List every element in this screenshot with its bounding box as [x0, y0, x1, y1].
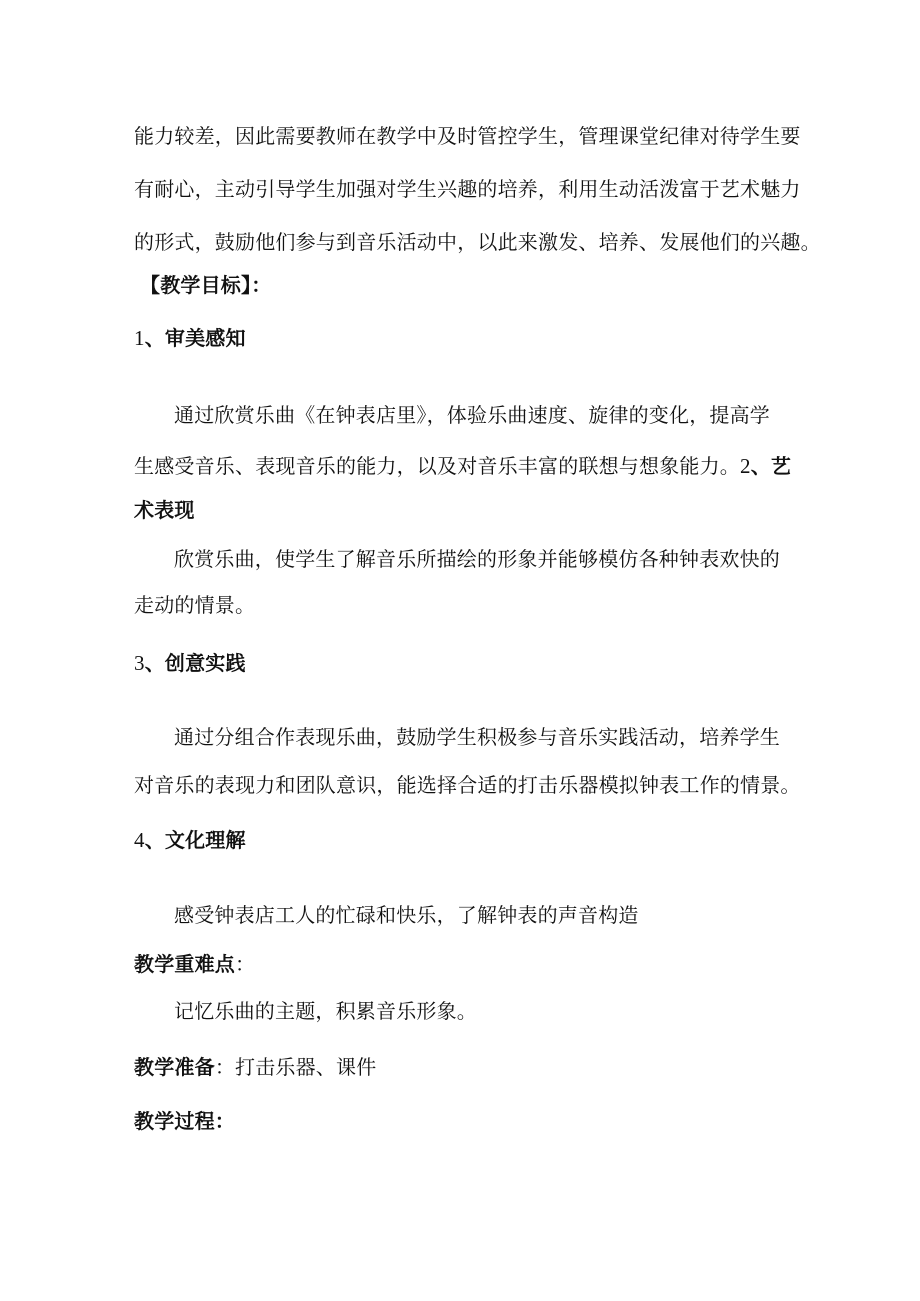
- section-1-title: 、审美感知: [144, 326, 246, 350]
- section-3-body-line-2: 对音乐的表现力和团队意识，能选择合适的打击乐器模拟钟表工作的情景。: [134, 773, 801, 797]
- key-points-body: 记忆乐曲的主题，积累音乐形象。: [174, 999, 477, 1023]
- section-4-number: 4: [134, 828, 145, 852]
- intro-line-2: 有耐心，主动引导学生加强对学生兴趣的培养，利用生动活泼富于艺术魅力: [134, 177, 801, 201]
- section-2-number: 2: [740, 454, 751, 478]
- preparation-line: [134, 1054, 376, 1080]
- section-3-body-line-1: 通过分组合作表现乐曲，鼓励学生积极参与音乐实践活动，培养学生: [174, 725, 780, 749]
- key-points-label: 教学重难点: [134, 952, 235, 976]
- section-1-heading: [134, 325, 246, 351]
- section-1-body-text-2: 生感受音乐、表现音乐的能力，以及对音乐丰富的联想与想象能力。: [134, 454, 740, 478]
- section-3-number: 3: [134, 651, 145, 675]
- section-1-number: 1: [134, 326, 145, 350]
- section-2-title-part-2: 术表现: [134, 498, 195, 522]
- key-points-colon: ：: [235, 952, 256, 976]
- section-3-heading: [134, 650, 246, 676]
- section-2-body-line-1: 欣赏乐曲，使学生了解音乐所描绘的形象并能够模仿各种钟表欢快的: [174, 547, 780, 571]
- section-4-heading: [134, 827, 246, 853]
- section-4-body-line-1: 感受钟表店工人的忙碌和快乐，了解钟表的声音构造: [174, 903, 639, 927]
- section-4-title: 、文化理解: [144, 828, 246, 852]
- section-3-title: 、创意实践: [144, 651, 246, 675]
- section-2-title-part-1: 、艺: [750, 454, 792, 478]
- section-1-body-line-2: [134, 453, 791, 479]
- process-heading: 教学过程：: [134, 1109, 235, 1133]
- intro-line-1: 能力较差，因此需要教师在教学中及时管控学生，管理课堂纪律对待学生要: [134, 124, 801, 148]
- key-points-heading: [134, 951, 255, 977]
- intro-line-3: 的形式，鼓励他们参与到音乐活动中，以此来激发、培养、发展他们的兴趣。: [134, 230, 821, 254]
- preparation-value: ：打击乐器、课件: [214, 1055, 377, 1079]
- objectives-heading: 【教学目标】：: [140, 273, 272, 297]
- section-1-body-line-1: 通过欣赏乐曲《在钟表店里》，体验乐曲速度、旋律的变化，提高学: [174, 403, 770, 427]
- preparation-label: 教学准备: [134, 1055, 215, 1079]
- section-2-body-line-2: 走动的情景。: [134, 593, 256, 617]
